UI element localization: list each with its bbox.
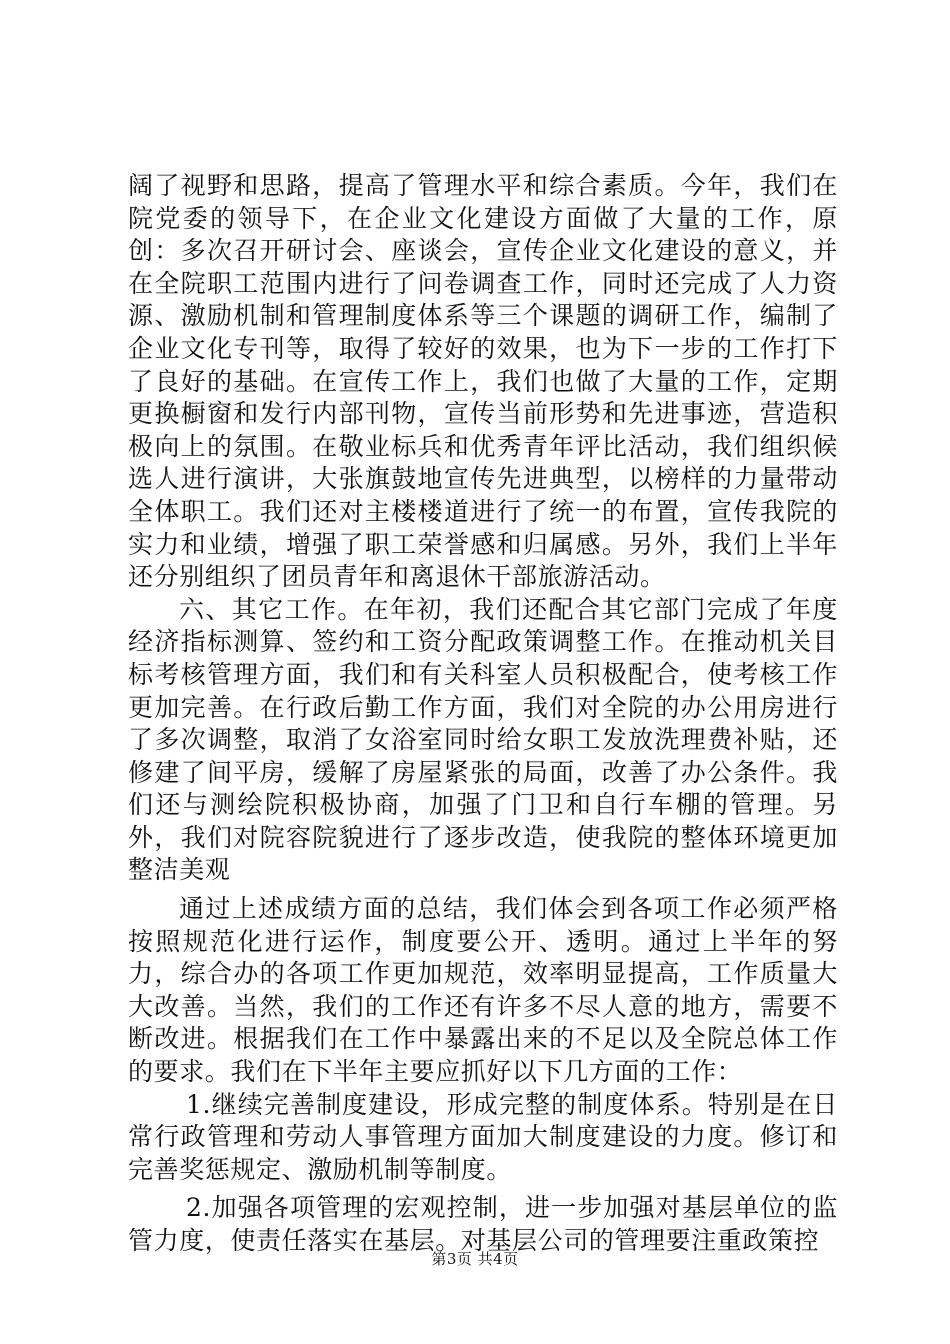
list-item-2: 2.加强各项管理的宏观控制，进一步加强对基层单位的监管力度，使责任落实在基层。对基层公司的管理要注重政策控 [128,1193,838,1255]
paragraph-continuation: 阔了视野和思路，提高了管理水平和综合素质。今年，我们在院党委的领导下，在企业文化建设方面做了大量的工作，原创：多次召开研讨会、座谈会，宣传企业文化建设的意义，并在全院职工范围内进行了问卷调查工作，同时还完成了人力资源、激励机制和管理制度体系等三个课题的调研工作，编制了企业文化专刊等，取得了较好的效果，也为下一步的工作打下了良好的基础。在宣传工作上，我们也做了大量的工作，定期更换橱窗和发行内部刊物，宣传当前形势和先进事迹，营造积极向上的氛围。在敬业标兵和优秀青年评比活动，我们组织候选人进行演讲，大张旗鼓地宣传先进典型，以榜样的力量带动全体职工。我们还对主楼楼道进行了统一的布置，宣传我院的实力和业绩，增强了职工荣誉感和归属感。另外，我们上半年还分别组织了团员青年和离退休干部旅游活动。 [128,171,838,592]
paragraph-summary: 通过上述成绩方面的总结，我们体会到各项工作必须严格按照规范化进行运作，制度要公开、透明。通过上半年的努力，综合办的各项工作更加规范，效率明显提高，工作质量大大改善。当然，我们的工作还有许多不尽人意的地方，需要不断改进。根据我们在工作中暴露出来的不足以及全院总体工作的要求。我们在下半年主要应抓好以下几方面的工作： [128,894,838,1087]
document-body [128,170,838,1258]
page-number-footer: 第3页 共4页 [431,1250,519,1268]
paragraph-other-work: 六、其它工作。在年初，我们还配合其它部门完成了年度经济指标测算、签约和工资分配政策调整工作。在推动机关目标考核管理方面，我们和有关科室人员积极配合，使考核工作更加完善。在行政后勤工作方面，我们对全院的办公用房进行了多次调整，取消了女浴室同时给女职工发放洗理费补贴，还修建了间平房，缓解了房屋紧张的局面，改善了办公条件。我们还与测绘院积极协商，加强了门卫和自行车棚的管理。另外，我们对院容院貌进行了逐步改造，使我院的整体环境更加整洁美观 [128,594,838,885]
list-item-1: 1.继续完善制度建设，形成完整的制度体系。特别是在日常行政管理和劳动人事管理方面加大制度建设的力度。修订和完善奖惩规定、激励机制等制度。 [128,1089,838,1184]
